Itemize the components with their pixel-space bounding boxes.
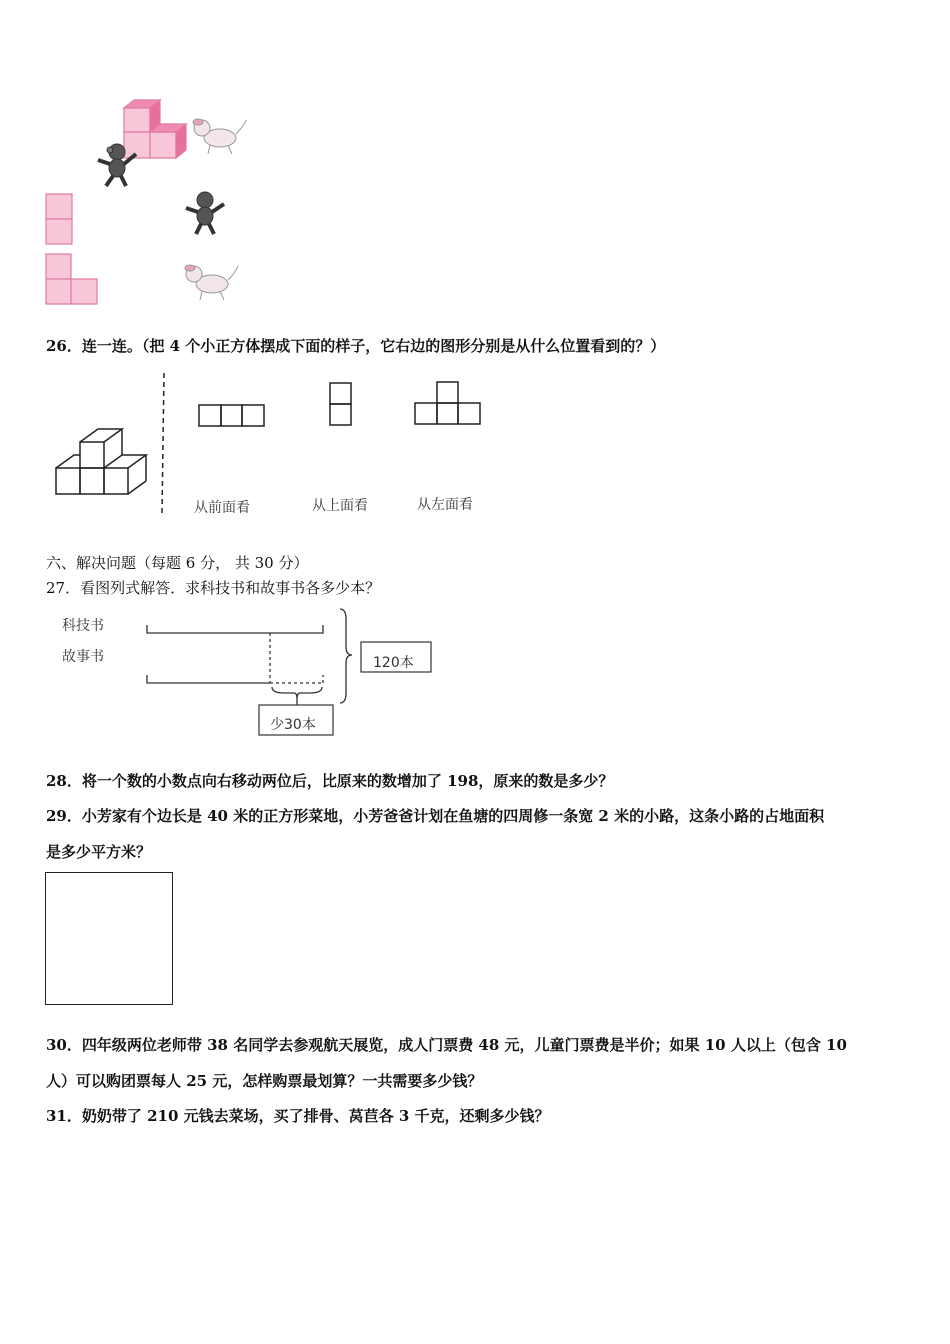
q30-text-line2: 人）可以购团票每人 25 元，怎样购票最划算？一共需要多少钱？ (46, 1072, 483, 1090)
dog-icon (190, 112, 250, 157)
q26-text: 26．连一连。（把 4 个小正方体摆成下面的样子，它右边的图形分别是从什么位置看到的？） (46, 337, 666, 355)
square-plot-figure (45, 872, 173, 1005)
left-view-shape (415, 382, 480, 424)
section-title: 六、解决问题（每题 6 分， 共 30 分） (46, 554, 309, 572)
monkey-icon (92, 140, 142, 190)
q29-text-line2: 是多少平方米？ (46, 843, 152, 861)
q28-text: 28．将一个数的小数点向右移动两位后，比原来的数增加了 198，原来的数是多少？ (46, 772, 614, 790)
label-story-books: 故事书 (62, 649, 104, 665)
view-label-front: 从前面看 (194, 500, 250, 516)
q25-cube-figure (0, 0, 950, 320)
difference-label: 少30本 (270, 717, 316, 733)
top-view-shape (330, 383, 351, 425)
q31-text: 31．奶奶带了 210 元钱去菜场，买了排骨、莴苣各 3 千克，还剩多少钱？ (46, 1107, 550, 1125)
view-label-top: 从上面看 (312, 498, 368, 514)
view-l-shape (46, 254, 97, 304)
monkey-icon (180, 188, 230, 238)
dog-icon (182, 258, 242, 303)
q27-text: 27．看图列式解答．求科技书和故事书各多少本？ (46, 579, 381, 597)
view-label-left: 从左面看 (417, 497, 473, 513)
q30-text-line1: 30．四年级两位老师带 38 名同学去参观航天展览，成人门票费 48 元，儿童门票费是半价；如果 10 人以上（包含 10 (46, 1036, 847, 1054)
q29-text-line1: 29．小芳家有个边长是 40 米的正方形菜地，小芳爸爸计划在鱼塘的四周修一条宽 2 米的小路，这条小路的占地面积 (46, 807, 825, 825)
total-books-label: 120本 (373, 655, 414, 671)
front-view-shape (199, 405, 264, 426)
view-two-stack (46, 194, 72, 244)
label-science-books: 科技书 (62, 618, 104, 634)
